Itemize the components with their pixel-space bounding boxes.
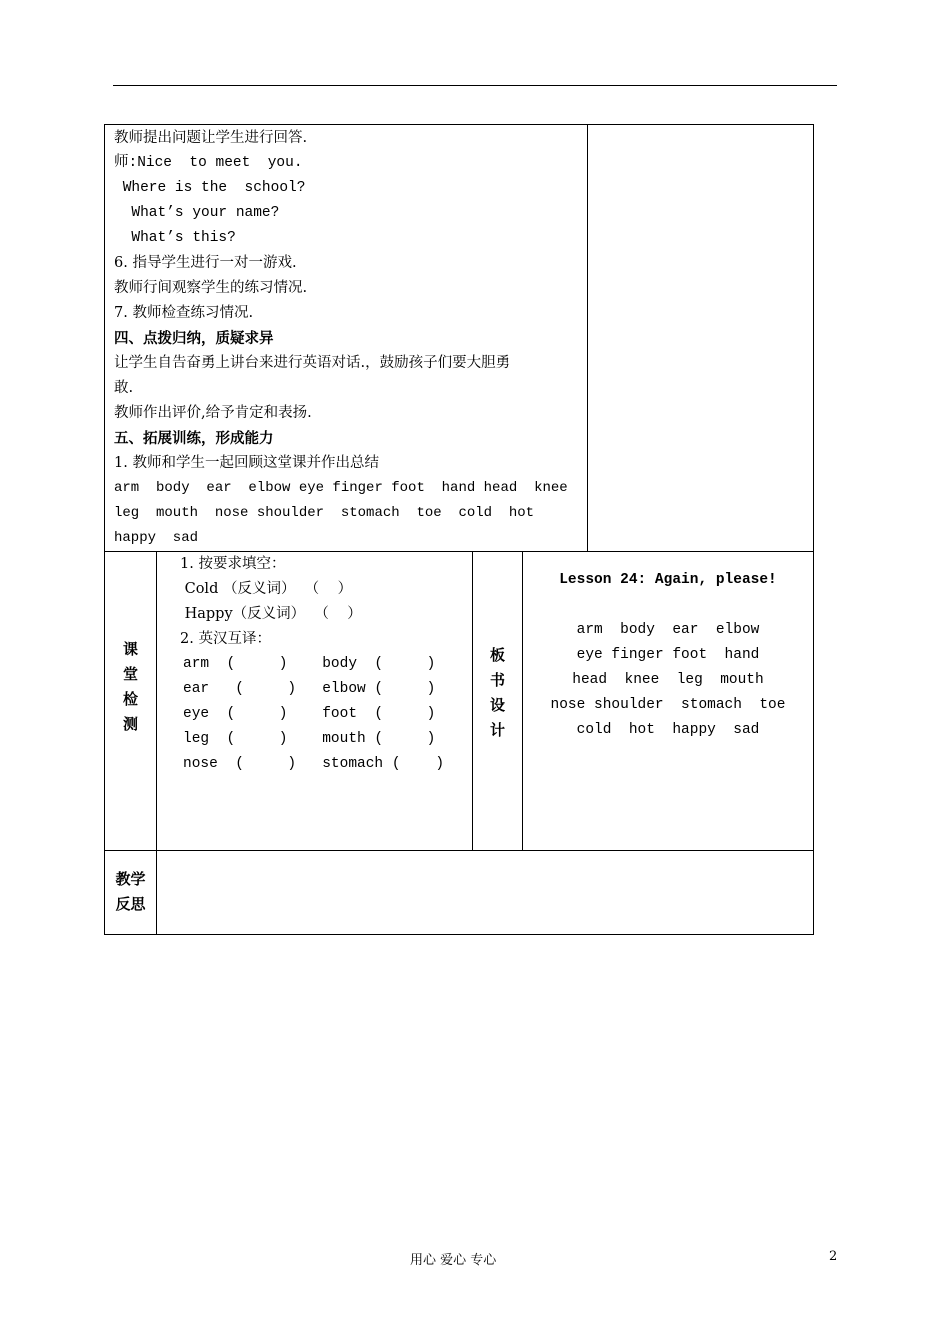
text-line: 6. 指导学生进行一对一游戏.	[114, 255, 297, 271]
exercise-line: nose ( ) stomach ( )	[183, 756, 445, 772]
exercise-line: eye ( ) foot ( )	[183, 706, 436, 722]
section-heading: 五、拓展训练，形成能力	[114, 430, 274, 447]
board-label: 板 书 设 计	[489, 646, 505, 739]
text-line: 7. 教师检查练习情况.	[114, 305, 254, 321]
text-line: What’s this?	[114, 230, 236, 246]
exercise-line: Happy（反义词） （ ）	[180, 606, 362, 622]
board-line: cold hot happy sad	[576, 722, 760, 738]
exercise-heading: 2. 英汉互译：	[180, 631, 271, 647]
vocab-line: arm body ear elbow eye finger foot hand head knee	[114, 480, 568, 496]
vocab-line: leg mouth nose shoulder stomach toe cold hot	[114, 505, 535, 521]
check-label: 课 堂 检 测	[122, 640, 138, 733]
text-line: 教师提出问题让学生进行回答.	[114, 130, 308, 146]
reflect-label: 教学 反思	[115, 870, 146, 913]
board-content	[522, 568, 814, 743]
section-heading: 四、点拨归纳，质疑求异	[114, 330, 274, 347]
exercise-line: arm ( ) body ( )	[183, 656, 436, 672]
board-title: Lesson 24: Again, please!	[559, 572, 777, 588]
text-line: 让学生自告奋勇上讲台来进行英语对话.，鼓励孩子们要大胆勇	[114, 355, 511, 371]
exercise-line: leg ( ) mouth ( )	[183, 731, 436, 747]
upper-right-cell	[587, 124, 814, 552]
page-number: 2	[829, 1249, 838, 1264]
vocab-line: happy sad	[114, 530, 199, 546]
text-line: 教师行间观察学生的练习情况.	[114, 280, 308, 296]
footer-motto: 用心 爱心 专心	[410, 1253, 497, 1268]
text-line: 师:Nice to meet you.	[114, 155, 303, 171]
exercise-heading: 1. 按要求填空：	[180, 556, 286, 572]
board-line: arm body ear elbow	[576, 622, 760, 638]
exercise-line: ear ( ) elbow ( )	[183, 681, 436, 697]
text-line: 教师作出评价,给予肯定和表扬.	[114, 405, 312, 421]
text-line: What’s your name?	[114, 205, 280, 221]
board-line: eye finger foot hand	[576, 647, 760, 663]
board-line: head knee leg mouth	[572, 672, 764, 688]
reflect-content-cell	[156, 850, 814, 935]
text-line: 1. 教师和学生一起回顾这堂课并作出总结	[114, 455, 379, 471]
text-line: Where is the school?	[114, 180, 306, 196]
text-line: 敢.	[114, 380, 134, 396]
header-rule	[113, 85, 837, 86]
board-line: nose shoulder stomach toe	[550, 697, 786, 713]
exercise-line: Cold （反义词） （ ）	[180, 581, 353, 597]
